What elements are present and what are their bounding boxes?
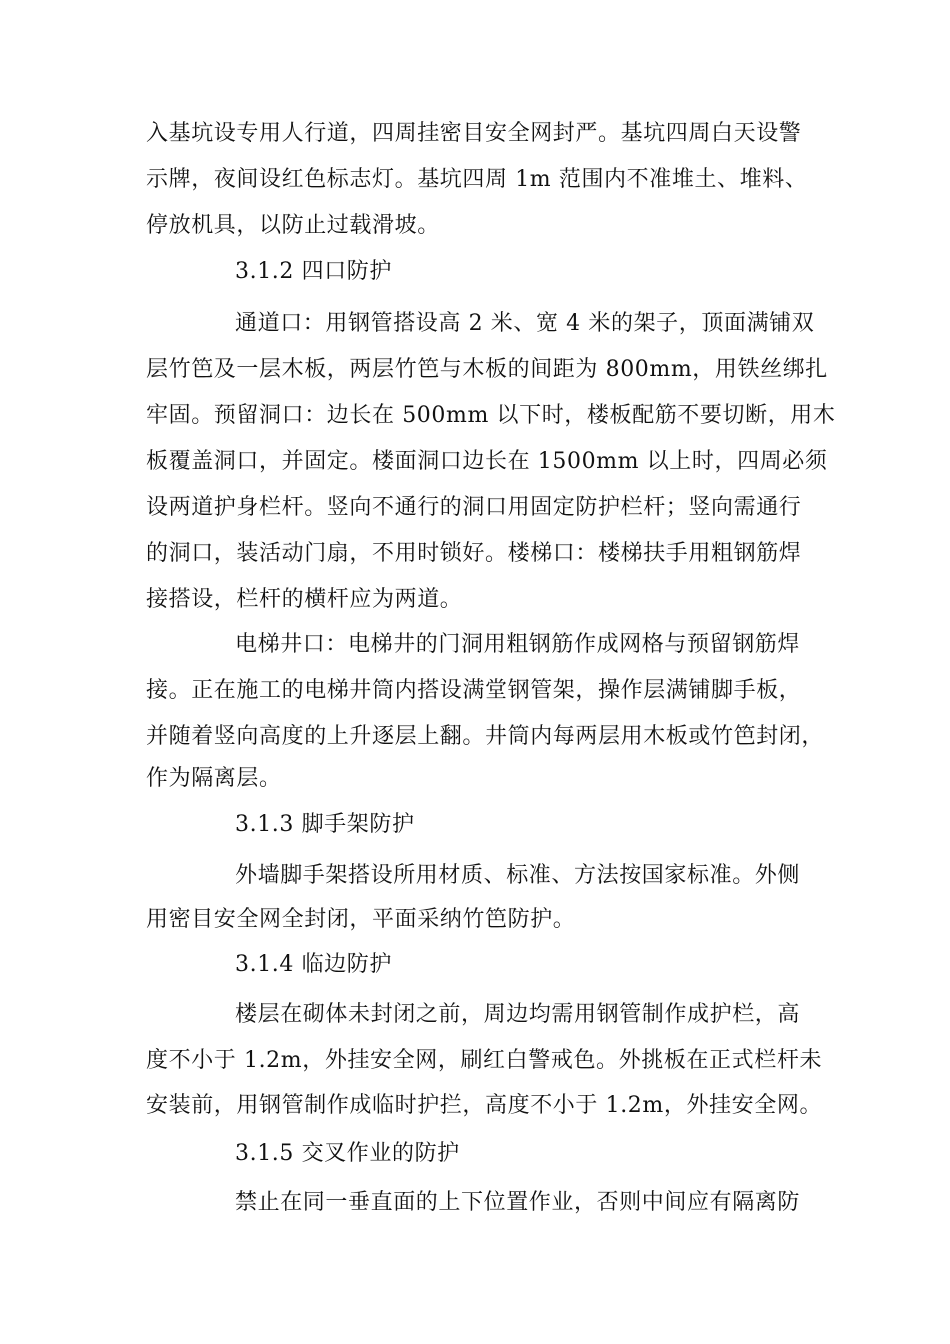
text-line: 用密目安全网全封闭，平面采纳竹笆防护。	[146, 907, 576, 932]
text-line: 入基坑设专用人行道，四周挂密目安全网封严。基坑四周白天设警	[146, 121, 802, 146]
text-line: 并随着竖向高度的上升逐层上翻。井筒内每两层用木板或竹笆封闭，	[146, 724, 825, 749]
section-heading: 3.1.5 交叉作业的防护	[235, 1141, 460, 1166]
section-heading: 3.1.3 脚手架防护	[235, 812, 415, 837]
text-line: 接。正在施工的电梯井筒内搭设满堂钢管架，操作层满铺脚手板，	[146, 678, 802, 703]
text-line: 度不小于 1.2m，外挂安全网，刷红白警戒色。外挑板在正式栏杆未	[146, 1048, 823, 1073]
text-line: 板覆盖洞口，并固定。楼面洞口边长在 1500mm 以上时，四周必须	[146, 449, 828, 474]
text-line: 层竹笆及一层木板，两层竹笆与木板的间距为 800mm，用铁丝绑扎	[146, 357, 828, 382]
text-line: 作为隔离层。	[146, 766, 282, 791]
text-line: 设两道护身栏杆。竖向不通行的洞口用固定防护栏杆；竖向需通行	[146, 495, 802, 520]
text-line: 牢固。预留洞口：边长在 500mm 以下时，楼板配筋不要切断，用木	[146, 403, 836, 428]
text-line: 接搭设，栏杆的横杆应为两道。	[146, 587, 463, 612]
text-line: 的洞口，装活动门扇，不用时锁好。楼梯口：楼梯扶手用粗钢筋焊	[146, 541, 802, 566]
text-line: 示牌，夜间设红色标志灯。基坑四周 1m 范围内不准堆土、堆料、	[146, 167, 808, 192]
text-line: 安装前，用钢管制作成临时护拦，高度不小于 1.2m，外挂安全网。	[146, 1093, 823, 1118]
text-line: 停放机具，以防止过载滑坡。	[146, 213, 440, 238]
section-heading: 3.1.4 临边防护	[235, 952, 392, 977]
text-line: 外墙脚手架搭设所用材质、标准、方法按国家标准。外侧	[235, 863, 801, 888]
section-heading: 3.1.2 四口防护	[235, 259, 392, 284]
text-line: 电梯井口：电梯井的门洞用粗钢筋作成网格与预留钢筋焊	[235, 632, 801, 657]
text-line: 通道口：用钢管搭设高 2 米、宽 4 米的架子，顶面满铺双	[235, 311, 815, 336]
text-line: 禁止在同一垂直面的上下位置作业，否则中间应有隔离防	[235, 1190, 801, 1215]
text-line: 楼层在砌体未封闭之前，周边均需用钢管制作成护栏，高	[235, 1002, 801, 1027]
